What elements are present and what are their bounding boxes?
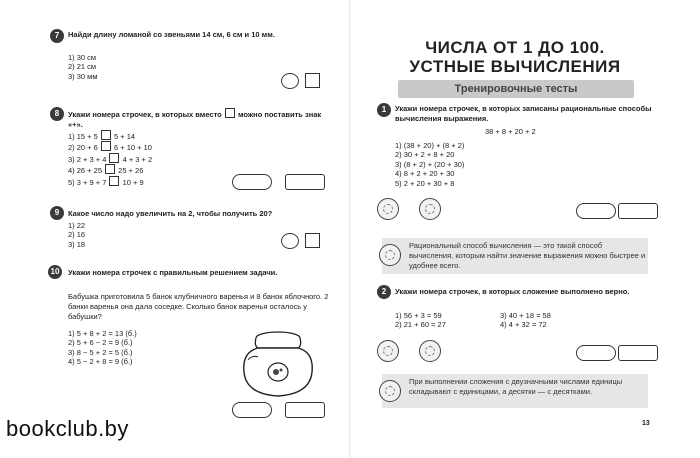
- page-number: 13: [642, 420, 650, 427]
- note-text: Рациональный способ вычисления — это такой способ вычисления, которым найти значение выражения можно быстрее и удобнее всего.: [409, 241, 646, 270]
- option-left: 5) 3 + 9 + 7: [68, 177, 107, 187]
- thinking-face-icon: [379, 244, 401, 266]
- option-right: 5 + 14: [114, 132, 136, 141]
- blank-square-icon: [101, 130, 111, 140]
- option[interactable]: 3) (8 + 2) + (20 + 30): [395, 159, 465, 169]
- right-page: [350, 0, 700, 458]
- option-right: 25 + 26: [118, 166, 144, 176]
- answer-square[interactable]: [305, 73, 320, 88]
- question-10-problem: Бабушка приготовила 5 банок клубничного варенья и 8 банок яблочного. 2 банки варенья она дала соседке. Сколько банок варенья осталось у бабушки?: [68, 292, 329, 321]
- option-left: 4) 26 + 25: [68, 166, 102, 176]
- option[interactable]: 3) 18: [68, 239, 86, 249]
- option-right: 10 + 9: [122, 177, 144, 187]
- answer-rect[interactable]: [285, 174, 325, 190]
- question-2-options-col1: [395, 311, 446, 330]
- blank-square-icon: [109, 153, 119, 163]
- option[interactable]: 2) 16: [68, 230, 86, 240]
- question-10-options: [68, 329, 137, 367]
- option[interactable]: 1) 22: [68, 221, 86, 230]
- answer-rect[interactable]: [618, 345, 658, 361]
- option[interactable]: [68, 153, 152, 164]
- answer-oval[interactable]: [576, 345, 616, 361]
- question-9-number: 9: [50, 206, 64, 220]
- blank-square-icon: [105, 164, 115, 174]
- option-left: 3) 2 + 3 + 4: [68, 154, 107, 164]
- question-8-options: [68, 130, 152, 187]
- option[interactable]: 3) 30 мм: [68, 71, 98, 81]
- question-9-options: [68, 221, 85, 249]
- answer-oval[interactable]: [232, 402, 272, 418]
- blank-square-icon: [225, 108, 235, 118]
- question-10-text: Укажи номера строчек с правильным решением задачи.: [68, 268, 278, 277]
- option[interactable]: 1) 30 см: [68, 53, 97, 62]
- question-9-text: Какое число надо увеличить на 2, чтобы получить 20?: [68, 209, 273, 218]
- question-1-number: 1: [377, 103, 391, 117]
- option[interactable]: 2) 21 см: [68, 62, 97, 72]
- blank-square-icon: [101, 141, 111, 151]
- watermark: bookclub.by: [6, 416, 129, 441]
- answer-oval[interactable]: [576, 203, 616, 219]
- thinking-face-icon: [377, 198, 399, 220]
- title-line-2: УСТНЫЕ ВЫЧИСЛЕНИЯ: [409, 57, 621, 76]
- blank-square-icon: [109, 176, 119, 186]
- option-right: 6 + 10 + 10: [114, 143, 152, 153]
- answer-circle[interactable]: [281, 73, 299, 89]
- option[interactable]: [68, 141, 152, 152]
- option[interactable]: [68, 130, 152, 141]
- question-2-number: 2: [377, 285, 391, 299]
- question-8-number: 8: [50, 107, 64, 121]
- answer-rect[interactable]: [618, 203, 658, 219]
- question-2-options-col2: [500, 311, 551, 330]
- option[interactable]: [68, 176, 152, 187]
- question-8-text-end: можно поставить знак «+».: [68, 110, 322, 129]
- answer-square[interactable]: [305, 233, 320, 248]
- option-left: 2) 20 + 6: [68, 143, 98, 153]
- jar-icon: [238, 330, 318, 400]
- note-box: [382, 374, 648, 408]
- option[interactable]: 2) 5 + 6 − 2 = 9 (б.): [68, 338, 133, 348]
- note-box: [382, 238, 648, 274]
- answer-circle[interactable]: [281, 233, 299, 249]
- question-7-number: 7: [50, 29, 64, 43]
- question-7-options: [68, 53, 98, 81]
- question-1-options: [395, 141, 464, 188]
- option[interactable]: 1) 5 + 8 + 2 = 13 (б.): [68, 329, 137, 338]
- question-8-text: [68, 108, 330, 130]
- note-text: При выполнении сложения с двузначными числами единицы складывают с единицами, а десятки — с десятками.: [409, 377, 623, 396]
- option-right: 4 + 3 + 2: [122, 154, 153, 164]
- thinking-face-icon: [419, 340, 441, 362]
- question-10-number: 10: [48, 265, 62, 279]
- question-2-text: Укажи номера строчек, в которых сложение выполнено верно.: [395, 287, 630, 296]
- option[interactable]: 1) (38 + 20) + (8 + 2): [395, 141, 465, 150]
- page-title: [385, 38, 645, 76]
- option[interactable]: 1) 56 + 3 = 59: [395, 311, 442, 320]
- option[interactable]: 4) 5 − 2 + 8 = 9 (б.): [68, 357, 133, 367]
- question-1-text: Укажи номера строчек, в которых записаны рациональные способы вычисления выражения.: [395, 104, 652, 123]
- option[interactable]: [68, 164, 152, 175]
- option-left: 1) 15 + 5: [68, 132, 98, 141]
- question-8-text-start: Укажи номера строчек, в которых вместо: [68, 110, 222, 119]
- answer-rect[interactable]: [285, 402, 325, 418]
- question-1-expression: 38 + 8 + 20 + 2: [485, 127, 536, 136]
- section-subtitle: Тренировочные тесты: [398, 80, 634, 98]
- option[interactable]: 4) 4 + 32 = 72: [500, 320, 547, 330]
- answer-oval[interactable]: [232, 174, 272, 190]
- thinking-face-icon: [419, 198, 441, 220]
- option[interactable]: 3) 8 − 5 + 2 = 5 (б.): [68, 347, 133, 357]
- title-line-1: ЧИСЛА ОТ 1 ДО 100.: [425, 38, 605, 57]
- option[interactable]: 2) 30 + 2 + 8 + 20: [395, 150, 455, 160]
- question-7-text: Найди длину ломаной со звеньями 14 см, 6 см и 10 мм.: [68, 30, 275, 39]
- option[interactable]: 2) 21 + 60 = 27: [395, 320, 446, 330]
- thinking-face-icon: [379, 380, 401, 402]
- option[interactable]: 4) 8 + 2 + 20 + 30: [395, 169, 455, 179]
- option[interactable]: 3) 40 + 18 = 58: [500, 311, 551, 320]
- thinking-face-icon: [377, 340, 399, 362]
- option[interactable]: 5) 2 + 20 + 30 + 8: [395, 178, 455, 188]
